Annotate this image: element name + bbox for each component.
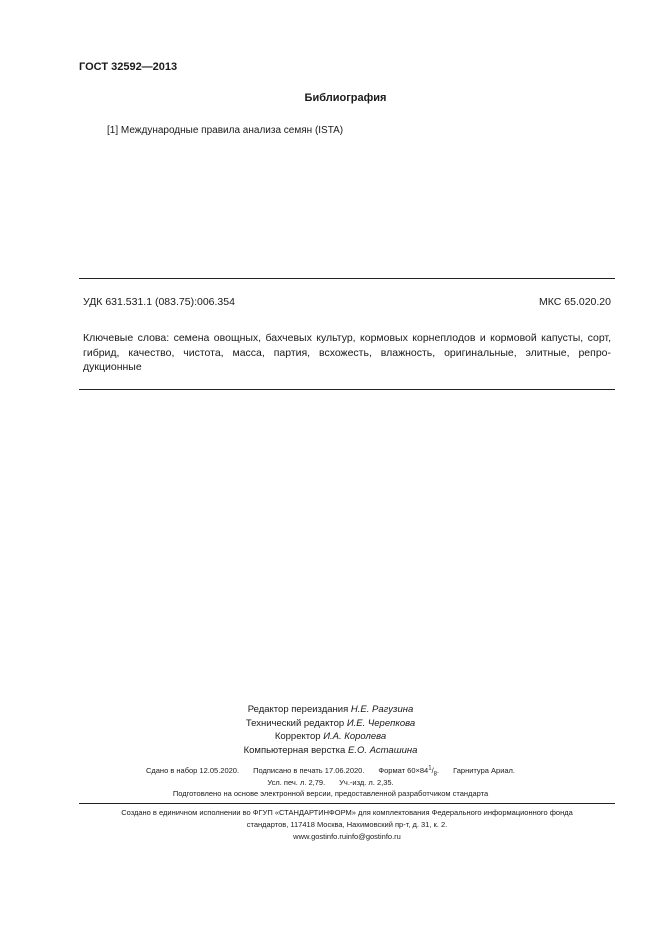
- email-link[interactable]: info@gostinfo.ru: [346, 832, 401, 841]
- print-info-row-1: Сдано в набор 12.05.2020. Подписано в печать 17.06.2020. Формат $60\times 84^1/_8$. Гарнитура Ариал.: [145, 765, 516, 778]
- website-link[interactable]: www.gostinfo.ru: [293, 832, 347, 841]
- print-info: [0, 765, 661, 800]
- mks-code: МКС 65.020.20: [539, 296, 611, 308]
- divider-footer: [79, 803, 615, 804]
- divider-top: [79, 278, 615, 279]
- staff-row: Редактор переиздания Н.Е. Рагузина: [247, 704, 414, 715]
- bibliography-title: Библиография: [304, 92, 387, 104]
- udk-code: УДК 631.531.1 (083.75):006.354: [83, 296, 235, 308]
- divider-bottom: [79, 389, 615, 390]
- staff-row: Корректор И.А. Королева: [274, 731, 387, 742]
- staff-credits: [0, 703, 661, 757]
- staff-row: Технический редактор И.Е. Черепкова: [245, 717, 416, 729]
- bibliography-item: [1] Международные правила анализа семян (ISTA): [107, 125, 344, 136]
- staff-row: Компьютерная верстка Е.О. Асташина: [243, 744, 418, 756]
- publisher-footer: Создано в единичном исполнении во ФГУП «СТАНДАРТИНФОРМ» для комплектования Федерального информационного фонда стандартов, 117418 Москва, Нахимовский пр-т, д. 31, к. 2. www.gostinfo.ruinfo@gostinfo.ru: [121, 808, 573, 841]
- standard-number: ГОСТ 32592—2013: [79, 61, 178, 73]
- format-value: Формат $60\times 84^1/_8$.: [378, 765, 440, 778]
- print-info-row-3: Подготовлено на основе электронной версии, предоставленной разработчиком стандарта: [172, 789, 489, 798]
- keywords-paragraph: Ключевые слова: семена овощных, бахчевых культур, кормовых корнеплодов и кормовой капусты, сорт, гибрид, качество, чистота, масса, партия, всхожесть, влажность, оригинальные, элитные, репродукционные: [83, 332, 611, 373]
- print-info-row-2: Усл. печ. л. 2,79. Уч.-изд. л. 2,35.: [267, 777, 394, 787]
